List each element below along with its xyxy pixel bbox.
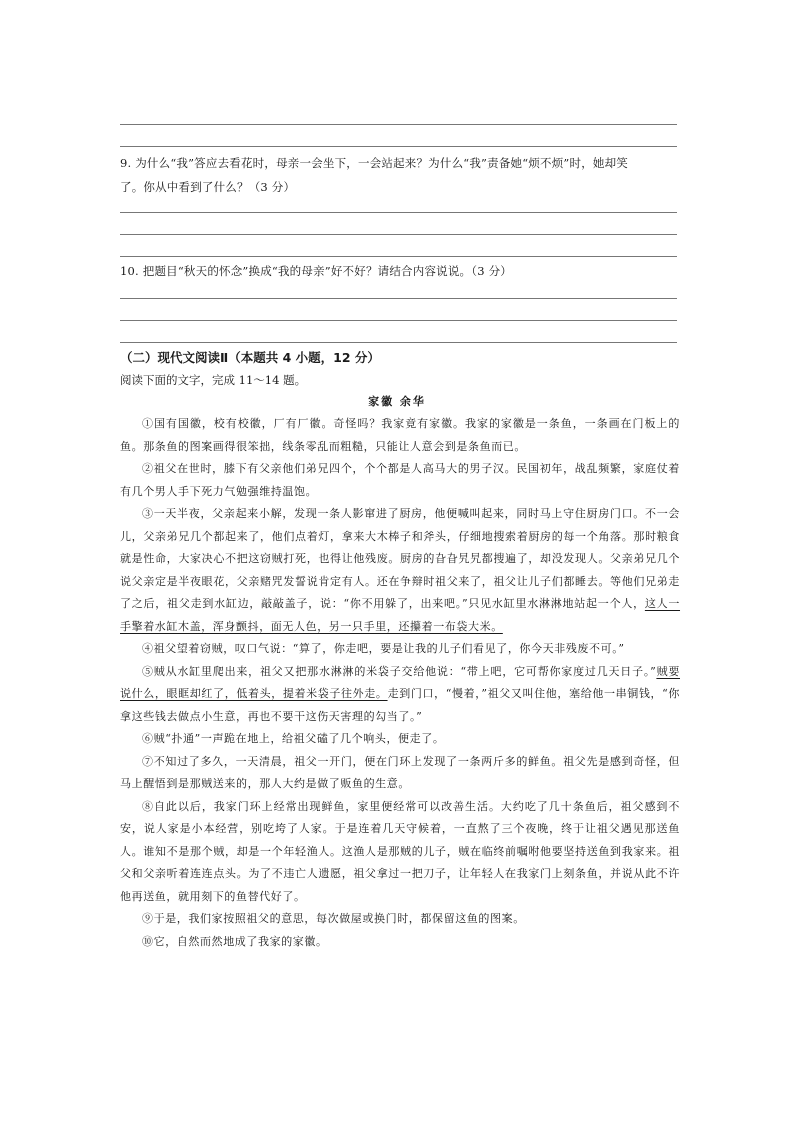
question-9 <box>120 151 680 199</box>
article-body <box>120 413 680 953</box>
underlined-sentence: 贼要说什么，眼眶却红了，低着头，提着米袋子往外走。 <box>120 664 680 700</box>
answer-line <box>120 146 677 147</box>
answer-line <box>120 124 677 125</box>
answer-line <box>120 256 677 257</box>
paragraph-4: ④祖父望着窃贼，叹口气说：“算了，你走吧，要是让我的儿子们看见了，你今天非残废不可。” <box>142 642 625 655</box>
question-9-line-2: 了。你从中看到了什么？（3 分） <box>120 180 296 194</box>
answer-line <box>120 320 677 321</box>
paragraph-1: ①国有国徽，校有校徽，厂有厂徽。奇怪吗？我家竟有家徽。我家的家徽是一条鱼，一条画在门板上的鱼。那条鱼的图案画得很笨拙，线条零乱而粗糙，只能让人意会到是条鱼而已。 <box>120 417 680 453</box>
question-10: 10. 把题目“秋天的怀念”换成“我的母亲”好不好？请结合内容说说。（3 分） <box>120 264 512 278</box>
answer-line <box>120 298 677 299</box>
paragraph-10: ⑩它，自然而然地成了我家的家徽。 <box>142 934 328 948</box>
paragraph-8: ⑧自此以后，我家门环上经常出现鲜鱼，家里便经常可以改善生活。大约吃了几十条鱼后，祖父感到不安，说人家是小本经营，别吃垮了人家。于是连着几天守候着，一直熬了三个夜晚，终于让祖父遇见那送鱼人。谁知不是那个贼，却是一个年轻渔人。这渔人是那贼的儿子，贼在临终前嘱咐他要坚持送鱼到我家来。祖父和父亲听着连连点头。为了不违亡人遗愿，祖父拿过一把刀子，让年轻人在我家门上刻条鱼，并说从此不许他再送鱼，就用刻下的鱼替代好了。 <box>120 799 680 903</box>
paragraph-5-text-a: ⑤贼从水缸里爬出来，祖父又把那水淋淋的米袋子交给他说：“带上吧，它可帮你家度过几天日子。” <box>142 664 657 678</box>
paragraph-5-text-b: 走到门口，“慢着，”祖父又叫住他，塞给他一串铜钱，“你拿这些钱去做点小生意，再也不要干这伤天害理的勾当了。” <box>120 687 680 723</box>
paragraph-9: ⑨于是，我们家按照祖父的意思，每次做屋或换门时，都保留这鱼的图案。 <box>142 912 525 925</box>
paragraph-6: ⑥贼“扑通”一声跪在地上，给祖父磕了几个响头，便走了。 <box>142 732 445 745</box>
paragraph-5 <box>120 661 680 729</box>
paragraph-3-text: ③一天半夜，父亲起来小解，发现一条人影窜进了厨房，他便喊叫起来，同时马上守住厨房门口。不一会儿，父亲弟兄几个都起来了，他们点着灯，拿来大木棒子和斧头，仔细地搜索着厨房的每一个角落。那时粮食就是性命，大家决心不把这窃贼打死，也得让他残废。厨房的旮旮旯旯都搜遍了，却没发现人。父亲弟兄几个说父亲定是半夜眼花，父亲赌咒发誓说肯定有人。还在争辩时祖父来了，祖父让儿子们都睡去。等他们兄弟走了之后，祖父走到水缸边，敲敲盖子，说：“你不用躲了，出来吧。”只见水缸里水淋淋地站起一个人， <box>120 507 680 610</box>
section-instruction: 阅读下面的文字，完成 11～14 题。 <box>120 373 307 387</box>
section-heading: （二）现代文阅读Ⅱ（本题共 4 小题，12 分） <box>120 350 380 365</box>
question-9-line-1: 9. 为什么“我”答应去看花时，母亲一会坐下，一会站起来？为什么“我”责备她“烦不烦”时，她却笑 <box>120 156 628 170</box>
article-title: 家徽 余华 <box>368 395 426 408</box>
answer-line <box>120 234 677 235</box>
answer-line <box>120 342 677 343</box>
answer-line <box>120 212 677 213</box>
paragraph-7: ⑦不知过了多久，一天清晨，祖父一开门，便在门环上发现了一条两斤多的鲜鱼。祖父先是感到奇怪，但马上醒悟到是那贼送来的，那人大约是做了贩鱼的生意。 <box>120 754 680 790</box>
underlined-sentence: 这人一手擎着水缸木盖，浑身颤抖，面无人色，另一只手里，还攥着一布袋大米。 <box>120 597 681 633</box>
paragraph-2: ②祖父在世时，膝下有父亲他们弟兄四个，个个都是人高马大的男子汉。民国初年，战乱频繁，家庭仗着有几个男人手下死力气勉强维持温饱。 <box>120 462 680 498</box>
paragraph-3 <box>120 503 680 638</box>
